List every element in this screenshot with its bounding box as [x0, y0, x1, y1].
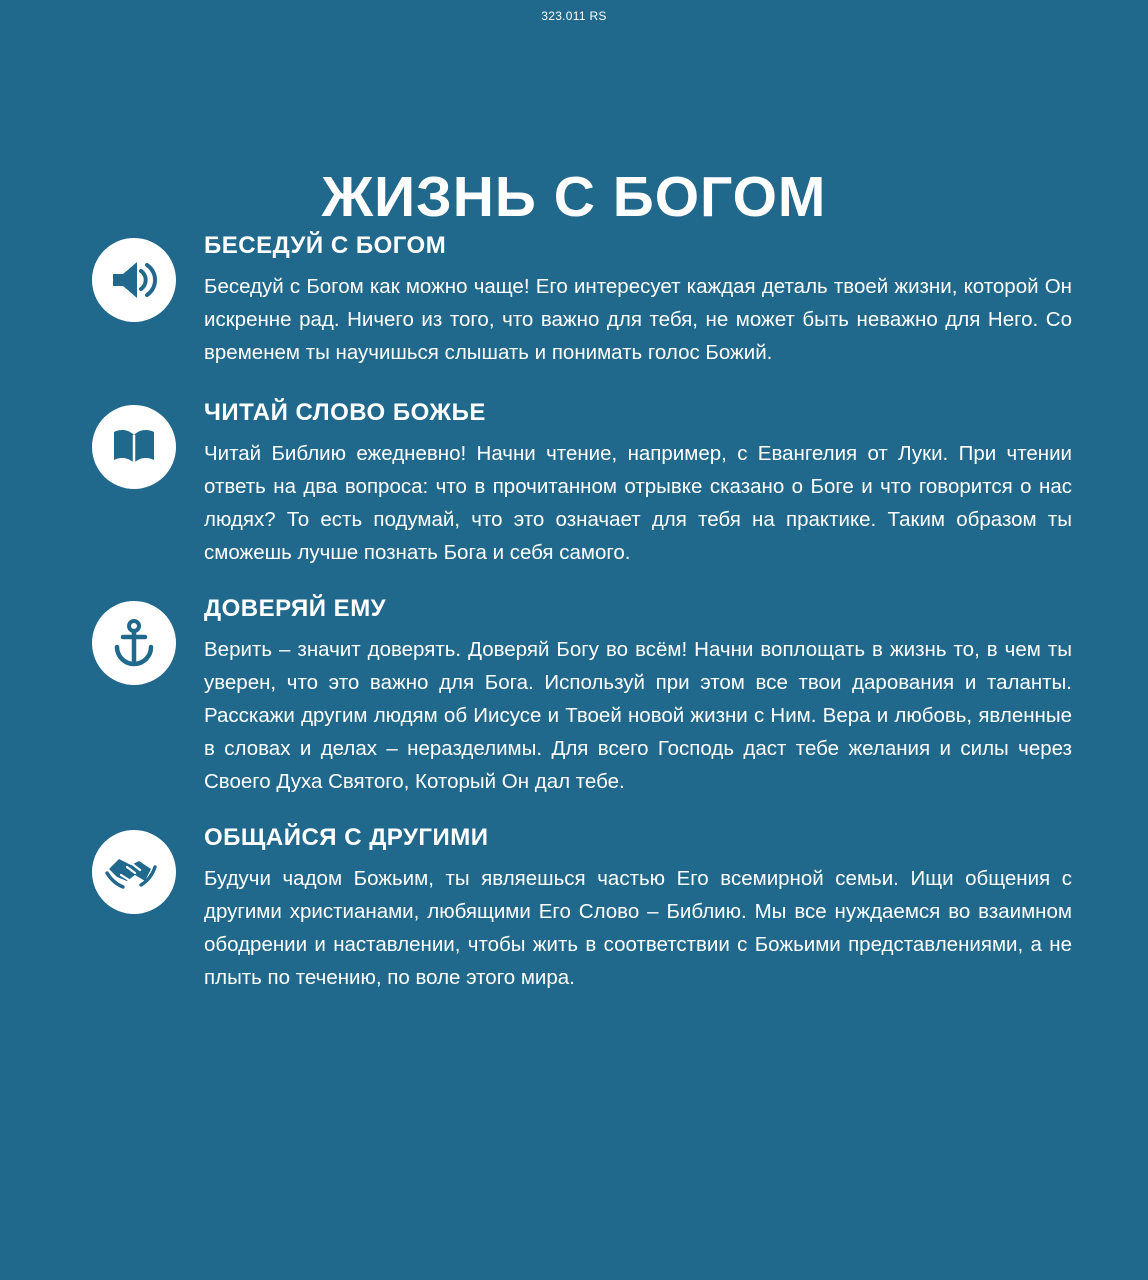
section-text: Беседуй с Богом как можно чаще! Его интересует каждая деталь твоей жизни, которой Он искренне рад. Ничего из того, что важно для тебя, не может быть неважно для Него. Со временем ты научишься слышать и понимать голос Божий. [204, 275, 1072, 364]
section-body [196, 595, 1076, 798]
section-heading: ДОВЕРЯЙ ЕМУ [204, 595, 387, 622]
document-code: 323.011 RS [541, 9, 607, 23]
icon-container [72, 232, 196, 322]
section-talk-with-god [0, 232, 1148, 369]
section-read-gods-word [0, 399, 1148, 569]
section-body [196, 232, 1076, 369]
sections-list [0, 232, 1148, 1022]
anchor-icon [92, 601, 176, 685]
section-heading: ОБЩАЙСЯ С ДРУГИМИ [204, 824, 489, 851]
handshake-icon [92, 830, 176, 914]
page-title: ЖИЗНЬ С БОГОМ [321, 165, 827, 230]
icon-container [72, 595, 196, 685]
icon-container [72, 824, 196, 914]
section-heading: ЧИТАЙ СЛОВО БОЖЬЕ [204, 399, 486, 426]
megaphone-icon [92, 238, 176, 322]
section-fellowship-with-others [0, 824, 1148, 994]
open-book-icon [92, 405, 176, 489]
section-body [196, 399, 1076, 569]
icon-container [72, 399, 196, 489]
section-text: Читай Библию ежедневно! Начни чтение, например, с Евангелия от Луки. При чтении ответь на два вопроса: что в прочитанном отрывке сказано о Боге и что говорится о нас людях? То есть подумай, что это означает для тебя на практике. Таким образом ты сможешь лучше познать Бога и себя самого. [204, 442, 1072, 564]
section-trust-him [0, 595, 1148, 798]
section-text: Будучи чадом Божьим, ты являешься частью Его всемирной семьи. Ищи общения с другими христианами, любящими Его Слово – Библию. Мы все нуждаемся во взаимном ободрении и наставлении, чтобы жить в соответствии с Божьими представлениями, а не плыть по течению, по воле этого мира. [204, 867, 1072, 989]
section-body [196, 824, 1076, 994]
section-text: Верить – значит доверять. Доверяй Богу во всём! Начни воплощать в жизнь то, в чем ты уверен, что это важно для Бога. Используй при этом все твои дарования и таланты. Расскажи другим людям об Иисусе и Твоей новой жизни с Ним. Вера и любовь, явленные в словах и делах – неразделимы. Для всего Господь даст тебе желания и силы через Своего Духа Святого, Который Он дал тебе. [204, 638, 1072, 793]
section-heading: БЕСЕДУЙ С БОГОМ [204, 232, 447, 259]
